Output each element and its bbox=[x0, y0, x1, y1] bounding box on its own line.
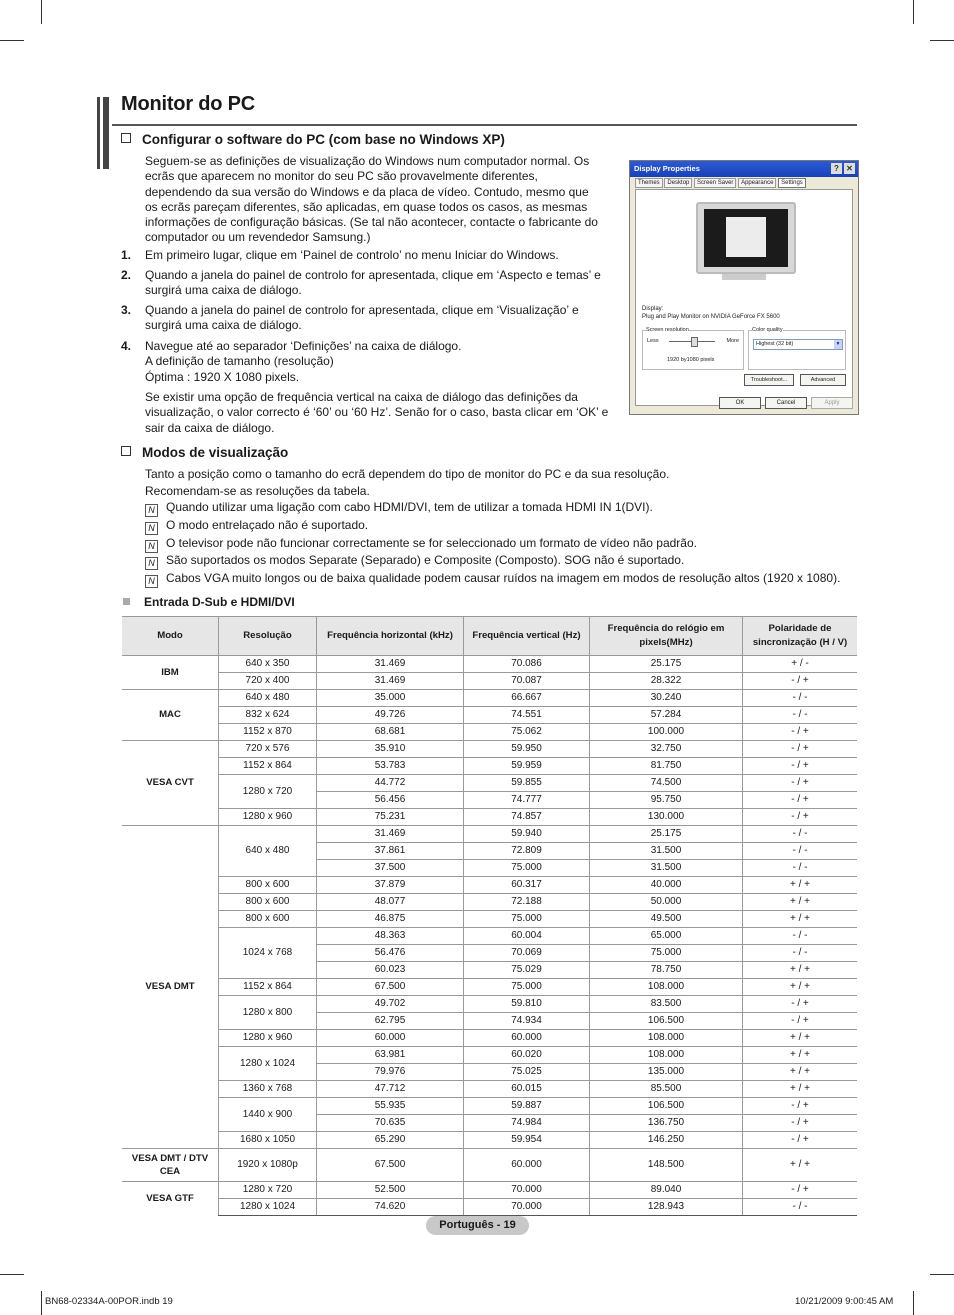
column-header: Frequência do relógio em pixels(MHz) bbox=[590, 617, 743, 656]
pixel-clock-cell: 106.500 bbox=[590, 1098, 743, 1115]
close-icon[interactable]: ✕ bbox=[844, 163, 855, 174]
vfreq-cell: 59.959 bbox=[464, 758, 590, 775]
resolution-cell: 640 x 480 bbox=[219, 826, 317, 877]
table-body bbox=[122, 656, 857, 1216]
resolution-cell: 720 x 576 bbox=[219, 741, 317, 758]
resolution-cell: 1440 x 900 bbox=[219, 1098, 317, 1132]
hfreq-cell: 52.500 bbox=[317, 1182, 464, 1199]
polarity-cell: - / + bbox=[743, 1013, 858, 1030]
pixel-clock-cell: 50.000 bbox=[590, 894, 743, 911]
polarity-cell: - / - bbox=[743, 1199, 858, 1216]
mode-cell: VESA DMT / DTV CEA bbox=[122, 1149, 219, 1182]
vfreq-cell: 72.809 bbox=[464, 843, 590, 860]
polarity-cell: - / + bbox=[743, 792, 858, 809]
vfreq-cell: 75.000 bbox=[464, 860, 590, 877]
slider-more-label: More bbox=[726, 338, 739, 344]
hfreq-cell: 49.726 bbox=[317, 707, 464, 724]
step-text: Quando a janela do painel de controlo for apresentada, clique em ‘Aspecto e temas’ e surgirá uma caixa de diálogo. bbox=[145, 268, 601, 298]
pixel-clock-cell: 31.500 bbox=[590, 843, 743, 860]
resolution-cell: 720 x 400 bbox=[219, 673, 317, 690]
column-header: Frequência horizontal (kHz) bbox=[317, 617, 464, 656]
resolution-cell: 1152 x 870 bbox=[219, 724, 317, 741]
resolution-cell: 1280 x 800 bbox=[219, 996, 317, 1030]
hfreq-cell: 31.469 bbox=[317, 826, 464, 843]
resolution-cell: 800 x 600 bbox=[219, 894, 317, 911]
hfreq-cell: 37.500 bbox=[317, 860, 464, 877]
resolution-cell: 1920 x 1080p bbox=[219, 1149, 317, 1182]
table-row bbox=[122, 656, 857, 673]
tab-themes[interactable]: Themes bbox=[635, 178, 663, 188]
note-item bbox=[145, 553, 684, 570]
resolution-cell: 1280 x 960 bbox=[219, 1030, 317, 1047]
crop-mark bbox=[0, 40, 24, 41]
note-item bbox=[145, 571, 840, 588]
pixel-clock-cell: 75.000 bbox=[590, 945, 743, 962]
vfreq-cell: 60.015 bbox=[464, 1081, 590, 1098]
vfreq-cell: 60.020 bbox=[464, 1047, 590, 1064]
hfreq-cell: 63.981 bbox=[317, 1047, 464, 1064]
polarity-cell: - / - bbox=[743, 707, 858, 724]
pixel-clock-cell: 136.750 bbox=[590, 1115, 743, 1132]
polarity-cell: - / + bbox=[743, 996, 858, 1013]
step-number: 3. bbox=[121, 303, 132, 317]
table-row bbox=[122, 724, 857, 741]
title-rule bbox=[112, 124, 857, 126]
polarity-cell: + / - bbox=[743, 656, 858, 673]
polarity-cell: + / + bbox=[743, 1081, 858, 1098]
table-row bbox=[122, 1132, 857, 1149]
hfreq-cell: 31.469 bbox=[317, 656, 464, 673]
pixel-clock-cell: 25.175 bbox=[590, 826, 743, 843]
column-header: Resolução bbox=[219, 617, 317, 656]
mode-cell: IBM bbox=[122, 656, 219, 690]
title-decoration bbox=[97, 97, 100, 169]
tab-desktop[interactable]: Desktop bbox=[664, 178, 692, 188]
vfreq-cell: 59.855 bbox=[464, 775, 590, 792]
table-row bbox=[122, 928, 857, 945]
vfreq-cell: 60.000 bbox=[464, 1149, 590, 1182]
pixel-clock-cell: 30.240 bbox=[590, 690, 743, 707]
polarity-cell: + / + bbox=[743, 962, 858, 979]
section-heading-display-modes bbox=[121, 445, 288, 460]
slider-thumb[interactable] bbox=[691, 337, 698, 347]
table-row bbox=[122, 707, 857, 724]
advanced-button[interactable]: Advanced bbox=[800, 374, 846, 386]
step-text: Em primeiro lugar, clique em ‘Painel de controlo’ no menu Iniciar do Windows. bbox=[145, 248, 559, 262]
display-value: Plug and Play Monitor on NVIDIA GeForce FX 5600 bbox=[642, 314, 780, 320]
dialog-tabs bbox=[635, 180, 806, 186]
slider-less-label: Less bbox=[647, 338, 659, 344]
pixel-clock-cell: 25.175 bbox=[590, 656, 743, 673]
note-text: Cabos VGA muito longos ou de baixa qualidade podem causar ruídos na imagem em modos de resolução altos (1920 x 1080). bbox=[166, 571, 841, 585]
display-modes-intro: Tanto a posição como o tamanho do ecrã dependem do tipo de monitor do PC e da sua resolução. bbox=[145, 467, 670, 481]
hfreq-cell: 60.023 bbox=[317, 962, 464, 979]
tab-appearance[interactable]: Appearance bbox=[738, 178, 776, 188]
polarity-cell: - / + bbox=[743, 809, 858, 826]
vfreq-cell: 75.025 bbox=[464, 1064, 590, 1081]
hfreq-cell: 44.772 bbox=[317, 775, 464, 792]
polarity-cell: + / + bbox=[743, 911, 858, 928]
resolution-cell: 640 x 480 bbox=[219, 690, 317, 707]
display-label: Display: bbox=[642, 306, 664, 312]
polarity-cell: - / - bbox=[743, 860, 858, 877]
hfreq-cell: 62.795 bbox=[317, 1013, 464, 1030]
apply-button[interactable]: Apply bbox=[811, 397, 853, 409]
mode-cell: MAC bbox=[122, 690, 219, 741]
pixel-clock-cell: 100.000 bbox=[590, 724, 743, 741]
pixel-clock-cell: 128.943 bbox=[590, 1199, 743, 1216]
resolution-cell: 832 x 624 bbox=[219, 707, 317, 724]
table-row bbox=[122, 690, 857, 707]
step-text bbox=[145, 339, 610, 385]
resolution-group bbox=[642, 327, 744, 370]
pixel-clock-cell: 85.500 bbox=[590, 1081, 743, 1098]
polarity-cell: - / - bbox=[743, 826, 858, 843]
note-icon: N bbox=[145, 522, 158, 535]
pixel-clock-cell: 74.500 bbox=[590, 775, 743, 792]
column-header: Polaridade de sincronização (H / V) bbox=[743, 617, 858, 656]
note-icon: N bbox=[145, 557, 158, 570]
polarity-cell: + / + bbox=[743, 1047, 858, 1064]
table-caption bbox=[123, 595, 295, 609]
section-heading-pc-software bbox=[121, 132, 505, 147]
crop-mark bbox=[913, 0, 914, 24]
chevron-down-icon[interactable]: ▾ bbox=[834, 340, 842, 349]
note-text: O modo entrelaçado não é suportado. bbox=[166, 518, 369, 532]
mode-cell: VESA GTF bbox=[122, 1182, 219, 1216]
table-row bbox=[122, 1030, 857, 1047]
pixel-clock-cell: 28.322 bbox=[590, 673, 743, 690]
table-row bbox=[122, 758, 857, 775]
checkbox-bullet-icon bbox=[121, 446, 131, 456]
color-quality-label: Color quality bbox=[752, 327, 783, 333]
resolution-cell: 1152 x 864 bbox=[219, 979, 317, 996]
vfreq-cell: 74.984 bbox=[464, 1115, 590, 1132]
monitor-stand bbox=[722, 274, 766, 280]
resolution-cell: 1152 x 864 bbox=[219, 758, 317, 775]
vfreq-cell: 75.062 bbox=[464, 724, 590, 741]
table-row bbox=[122, 979, 857, 996]
polarity-cell: + / + bbox=[743, 1149, 858, 1182]
resolution-cell: 1024 x 768 bbox=[219, 928, 317, 979]
hfreq-cell: 75.231 bbox=[317, 809, 464, 826]
vfreq-cell: 70.086 bbox=[464, 656, 590, 673]
display-modes-table bbox=[122, 616, 857, 1216]
pixel-clock-cell: 81.750 bbox=[590, 758, 743, 775]
resolution-cell: 640 x 350 bbox=[219, 656, 317, 673]
vfreq-cell: 66.667 bbox=[464, 690, 590, 707]
note-icon: N bbox=[145, 575, 158, 588]
square-bullet-icon bbox=[123, 598, 130, 605]
crop-mark bbox=[930, 1274, 954, 1275]
hfreq-cell: 67.500 bbox=[317, 979, 464, 996]
resolution-cell: 800 x 600 bbox=[219, 911, 317, 928]
pixel-clock-cell: 40.000 bbox=[590, 877, 743, 894]
table-row bbox=[122, 775, 857, 792]
table-row bbox=[122, 673, 857, 690]
table-row bbox=[122, 996, 857, 1013]
step-line: Óptima : 1920 X 1080 pixels. bbox=[145, 369, 300, 384]
resolution-value: 1920 by1080 pixels bbox=[667, 357, 715, 363]
pixel-clock-cell: 89.040 bbox=[590, 1182, 743, 1199]
note-text: Quando utilizar uma ligação com cabo HDMI/DVI, tem de utilizar a tomada HDMI IN 1(DVI). bbox=[166, 500, 653, 514]
pixel-clock-cell: 135.000 bbox=[590, 1064, 743, 1081]
table-row bbox=[122, 1098, 857, 1115]
polarity-cell: - / + bbox=[743, 673, 858, 690]
mode-cell: VESA DMT bbox=[122, 826, 219, 1149]
table-caption-text: Entrada D-Sub e HDMI/DVI bbox=[144, 595, 295, 609]
hfreq-cell: 70.635 bbox=[317, 1115, 464, 1132]
resolution-cell: 1280 x 720 bbox=[219, 775, 317, 809]
table-row bbox=[122, 1047, 857, 1064]
title-decoration bbox=[103, 97, 109, 169]
tab-screen-saver[interactable]: Screen Saver bbox=[694, 178, 736, 188]
cancel-button[interactable]: Cancel bbox=[765, 397, 807, 409]
hfreq-cell: 79.976 bbox=[317, 1064, 464, 1081]
pixel-clock-cell: 32.750 bbox=[590, 741, 743, 758]
hfreq-cell: 67.500 bbox=[317, 1149, 464, 1182]
hfreq-cell: 65.290 bbox=[317, 1132, 464, 1149]
resolution-cell: 1280 x 720 bbox=[219, 1182, 317, 1199]
note-text: São suportados os modos Separate (Separado) e Composite (Composto). SOG não é suportado. bbox=[166, 553, 685, 567]
color-quality-group bbox=[748, 327, 846, 370]
vfreq-cell: 70.069 bbox=[464, 945, 590, 962]
step-number: 1. bbox=[121, 248, 132, 262]
note-icon: N bbox=[145, 504, 158, 517]
hfreq-cell: 31.469 bbox=[317, 673, 464, 690]
display-modes-intro: Recomendam-se as resoluções da tabela. bbox=[145, 484, 370, 498]
hfreq-cell: 35.910 bbox=[317, 741, 464, 758]
hfreq-cell: 55.935 bbox=[317, 1098, 464, 1115]
mode-cell: VESA CVT bbox=[122, 741, 219, 826]
help-icon[interactable]: ? bbox=[831, 163, 842, 174]
table-row bbox=[122, 1182, 857, 1199]
page-title: Monitor do PC bbox=[121, 93, 256, 115]
pixel-clock-cell: 146.250 bbox=[590, 1132, 743, 1149]
monitor-icon bbox=[696, 202, 796, 274]
pixel-clock-cell: 49.500 bbox=[590, 911, 743, 928]
pixel-clock-cell: 83.500 bbox=[590, 996, 743, 1013]
resolution-cell: 1680 x 1050 bbox=[219, 1132, 317, 1149]
section-heading-text: Modos de visualização bbox=[142, 445, 289, 460]
pixel-clock-cell: 57.284 bbox=[590, 707, 743, 724]
polarity-cell: - / - bbox=[743, 690, 858, 707]
vfreq-cell: 60.004 bbox=[464, 928, 590, 945]
step-line: A definição de tamanho (resolução) bbox=[145, 354, 334, 369]
vfreq-cell: 59.954 bbox=[464, 1132, 590, 1149]
settings-panel bbox=[635, 189, 853, 406]
footer-timestamp: 10/21/2009 9:00:45 AM bbox=[795, 1296, 894, 1307]
hfreq-cell: 48.077 bbox=[317, 894, 464, 911]
hfreq-cell: 68.681 bbox=[317, 724, 464, 741]
resolution-label: Screen resolution bbox=[646, 327, 689, 333]
dialog-title: Display Properties bbox=[634, 164, 700, 173]
vfreq-cell: 60.000 bbox=[464, 1030, 590, 1047]
display-properties-screenshot bbox=[629, 160, 859, 415]
checkbox-bullet-icon bbox=[121, 133, 131, 143]
table-row bbox=[122, 826, 857, 843]
ok-button[interactable]: OK bbox=[719, 397, 761, 409]
vfreq-cell: 59.950 bbox=[464, 741, 590, 758]
table-header-row bbox=[122, 617, 857, 656]
vfreq-cell: 59.810 bbox=[464, 996, 590, 1013]
crop-mark bbox=[41, 0, 42, 24]
note-item bbox=[145, 500, 653, 517]
resolution-cell: 1360 x 768 bbox=[219, 1081, 317, 1098]
column-header: Frequência vertical (Hz) bbox=[464, 617, 590, 656]
dialog-titlebar bbox=[630, 161, 858, 177]
hfreq-cell: 53.783 bbox=[317, 758, 464, 775]
troubleshoot-button[interactable]: Troubleshoot... bbox=[744, 374, 794, 386]
vfreq-cell: 59.887 bbox=[464, 1098, 590, 1115]
crop-mark bbox=[0, 1274, 24, 1275]
table-row bbox=[122, 1199, 857, 1216]
resolution-cell: 1280 x 960 bbox=[219, 809, 317, 826]
hfreq-cell: 60.000 bbox=[317, 1030, 464, 1047]
polarity-cell: - / - bbox=[743, 843, 858, 860]
table-row bbox=[122, 877, 857, 894]
pixel-clock-cell: 31.500 bbox=[590, 860, 743, 877]
crop-mark bbox=[41, 1291, 42, 1315]
vfreq-cell: 74.777 bbox=[464, 792, 590, 809]
resolution-cell: 1280 x 1024 bbox=[219, 1199, 317, 1216]
step-extra-note: Se existir uma opção de frequência vertical na caixa de diálogo das definições da visualização, o valor correcto é ‘60’ ou ‘60 Hz’. Senão for o caso, basta clicar em ‘OK’ e sair da caixa de diálogo. bbox=[145, 390, 609, 435]
polarity-cell: - / - bbox=[743, 945, 858, 962]
crop-mark bbox=[913, 1291, 914, 1315]
monitor-screen bbox=[704, 209, 788, 267]
hfreq-cell: 37.879 bbox=[317, 877, 464, 894]
polarity-cell: - / + bbox=[743, 724, 858, 741]
crop-mark bbox=[930, 40, 954, 41]
resolution-cell: 800 x 600 bbox=[219, 877, 317, 894]
polarity-cell: - / + bbox=[743, 775, 858, 792]
vfreq-cell: 74.551 bbox=[464, 707, 590, 724]
note-item bbox=[145, 536, 697, 553]
polarity-cell: - / + bbox=[743, 1115, 858, 1132]
vfreq-cell: 75.029 bbox=[464, 962, 590, 979]
pixel-clock-cell: 106.500 bbox=[590, 1013, 743, 1030]
color-quality-select[interactable] bbox=[753, 339, 843, 350]
step-line: Navegue até ao separador ‘Definições’ na caixa de diálogo. bbox=[145, 339, 462, 353]
hfreq-cell: 35.000 bbox=[317, 690, 464, 707]
vfreq-cell: 70.000 bbox=[464, 1182, 590, 1199]
resolution-cell: 1280 x 1024 bbox=[219, 1047, 317, 1081]
vfreq-cell: 72.188 bbox=[464, 894, 590, 911]
hfreq-cell: 48.363 bbox=[317, 928, 464, 945]
pixel-clock-cell: 65.000 bbox=[590, 928, 743, 945]
hfreq-cell: 46.875 bbox=[317, 911, 464, 928]
footer-file: BN68-02334A-00POR.indb 19 bbox=[45, 1296, 173, 1307]
vfreq-cell: 70.000 bbox=[464, 1199, 590, 1216]
polarity-cell: + / + bbox=[743, 894, 858, 911]
vfreq-cell: 74.934 bbox=[464, 1013, 590, 1030]
hfreq-cell: 49.702 bbox=[317, 996, 464, 1013]
polarity-cell: - / + bbox=[743, 758, 858, 775]
table-row bbox=[122, 894, 857, 911]
pixel-clock-cell: 78.750 bbox=[590, 962, 743, 979]
hfreq-cell: 37.861 bbox=[317, 843, 464, 860]
table-row bbox=[122, 741, 857, 758]
column-header: Modo bbox=[122, 617, 219, 656]
pixel-clock-cell: 108.000 bbox=[590, 1047, 743, 1064]
color-quality-value: Highest (32 bit) bbox=[756, 341, 794, 347]
note-item bbox=[145, 518, 368, 535]
vfreq-cell: 70.087 bbox=[464, 673, 590, 690]
pixel-clock-cell: 108.000 bbox=[590, 1030, 743, 1047]
polarity-cell: + / + bbox=[743, 1064, 858, 1081]
vfreq-cell: 74.857 bbox=[464, 809, 590, 826]
step-number: 2. bbox=[121, 268, 132, 282]
page-number-badge: Português - 19 bbox=[426, 1216, 529, 1235]
table-row bbox=[122, 1149, 857, 1182]
hfreq-cell: 56.456 bbox=[317, 792, 464, 809]
polarity-cell: + / + bbox=[743, 877, 858, 894]
vfreq-cell: 60.317 bbox=[464, 877, 590, 894]
polarity-cell: - / + bbox=[743, 1132, 858, 1149]
section1-intro: Seguem-se as definições de visualização do Windows num computador normal. Os ecrãs que aparecem no monitor do seu PC são provavelmente diferentes, dependendo da sua versão do Windows e da placa de vídeo. Contudo, mesmo que os ecrãs pareçam diferentes, são aplicadas, em quase todos os casos, as mesmas informações de configuração básicas. (Se tal não acontecer, contacte o fabricante do computador ou um revendedor Samsung.) bbox=[145, 154, 598, 245]
step-text: Quando a janela do painel de controlo for apresentada, clique em ‘Visualização’ e surgirá uma caixa de diálogo. bbox=[145, 303, 579, 333]
hfreq-cell: 47.712 bbox=[317, 1081, 464, 1098]
table-row bbox=[122, 1081, 857, 1098]
table-row bbox=[122, 911, 857, 928]
vfreq-cell: 75.000 bbox=[464, 911, 590, 928]
hfreq-cell: 56.476 bbox=[317, 945, 464, 962]
tab-settings[interactable]: Settings bbox=[778, 178, 806, 188]
polarity-cell: - / + bbox=[743, 741, 858, 758]
step-number: 4. bbox=[121, 339, 132, 353]
polarity-cell: - / + bbox=[743, 1098, 858, 1115]
polarity-cell: + / + bbox=[743, 979, 858, 996]
pixel-clock-cell: 148.500 bbox=[590, 1149, 743, 1182]
pixel-clock-cell: 130.000 bbox=[590, 809, 743, 826]
vfreq-cell: 59.940 bbox=[464, 826, 590, 843]
pixel-clock-cell: 95.750 bbox=[590, 792, 743, 809]
polarity-cell: + / + bbox=[743, 1030, 858, 1047]
note-text: O televisor pode não funcionar correctamente se for seleccionado um formato de vídeo não padrão. bbox=[166, 536, 697, 550]
pixel-clock-cell: 108.000 bbox=[590, 979, 743, 996]
polarity-cell: - / - bbox=[743, 928, 858, 945]
table-row bbox=[122, 809, 857, 826]
hfreq-cell: 74.620 bbox=[317, 1199, 464, 1216]
monitor-window bbox=[726, 217, 766, 257]
section-heading-text: Configurar o software do PC (com base no Windows XP) bbox=[142, 132, 505, 147]
note-icon: N bbox=[145, 540, 158, 553]
vfreq-cell: 75.000 bbox=[464, 979, 590, 996]
polarity-cell: - / + bbox=[743, 1182, 858, 1199]
